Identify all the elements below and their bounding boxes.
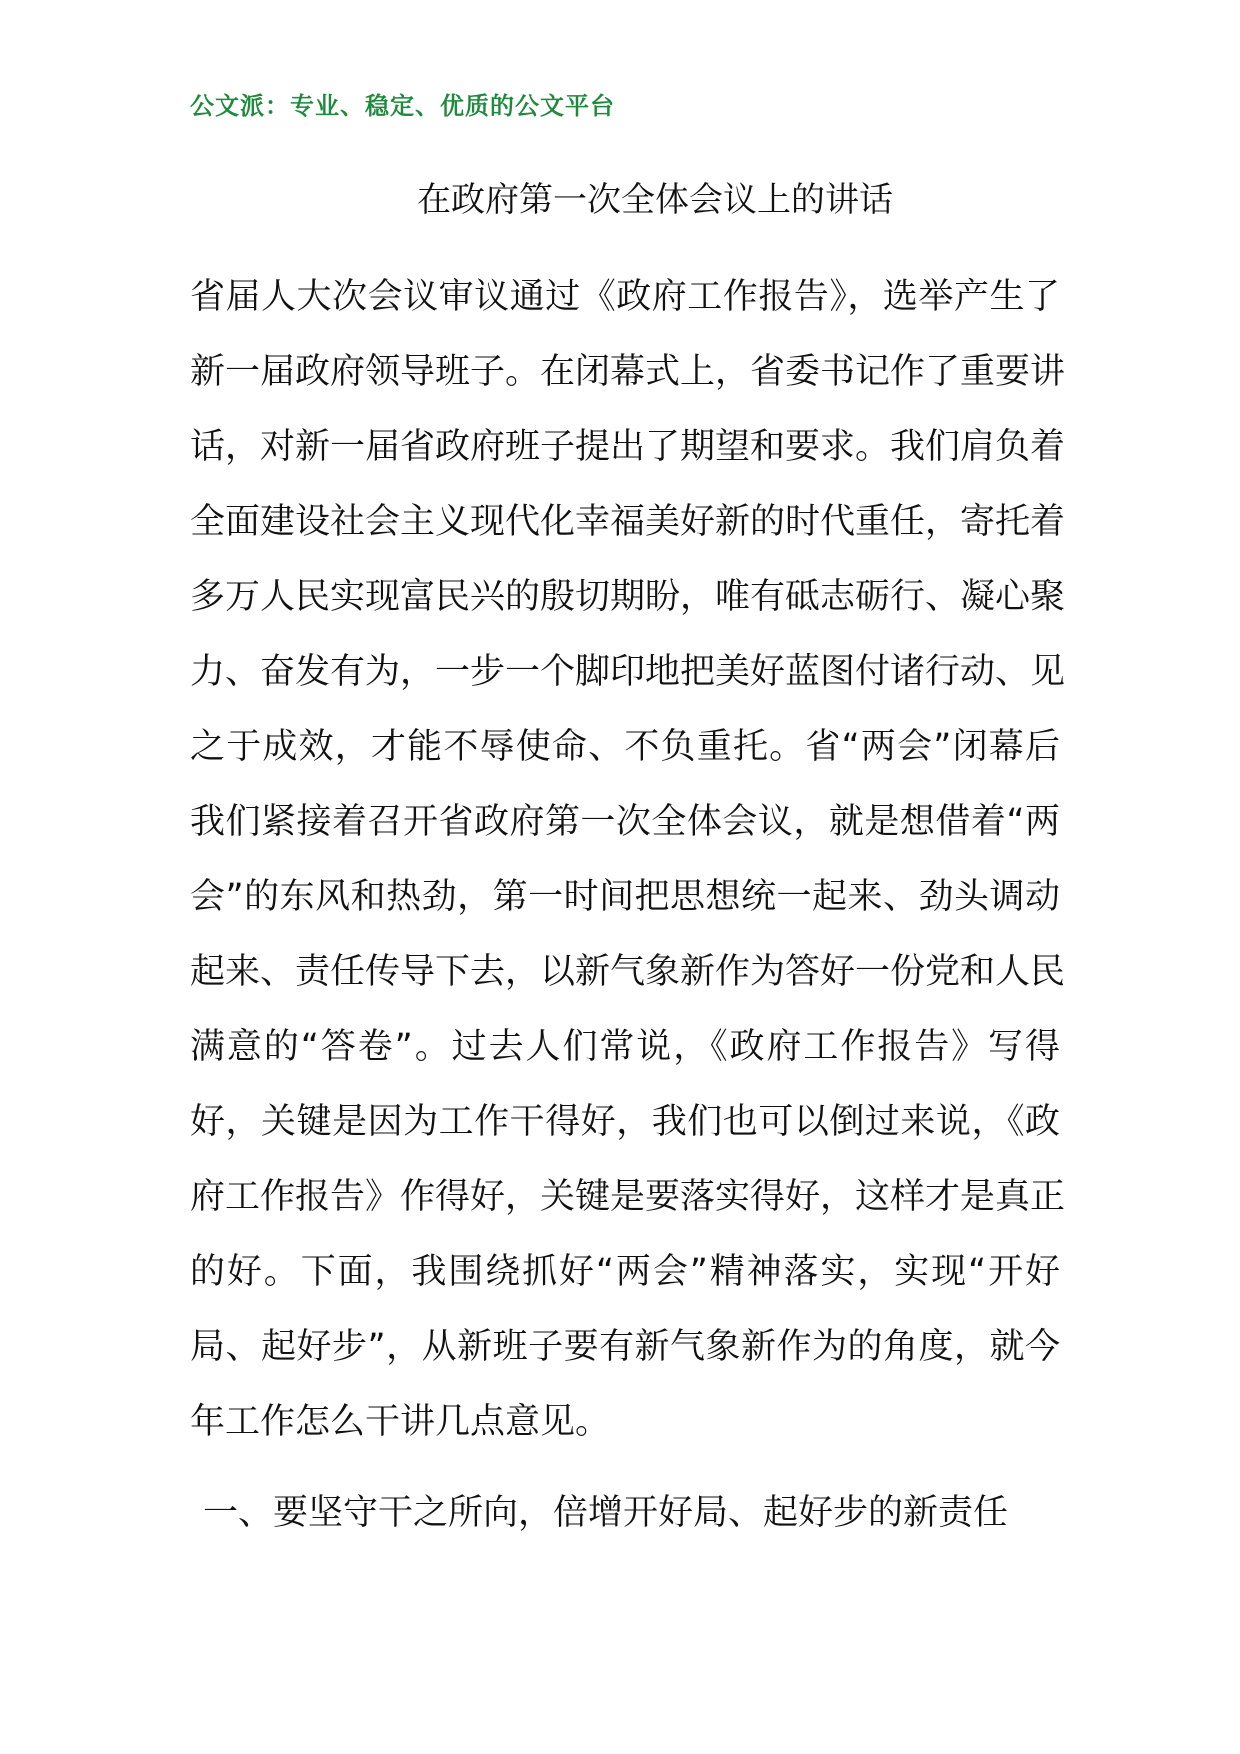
body-line: 新一届政府领导班子。在闭幕式上，省委书记作了重要讲 (190, 352, 1066, 392)
section-heading: 一、要坚守干之所向，倍增开好局、起好步的新责任 (203, 1493, 1009, 1533)
body-line: 的好。下面，我围绕抓好“两会”精神落实，实现“开好 (190, 1252, 1060, 1292)
body-line: 之于成效，才能不辱使命、不负重托。省“两会”闭幕后 (190, 727, 1060, 767)
body-line: 力、奋发有为，一步一个脚印地把美好蓝图付诸行动、见 (190, 652, 1066, 692)
body-line: 话，对新一届省政府班子提出了期望和要求。我们肩负着 (190, 427, 1066, 467)
body-line: 全面建设社会主义现代化幸福美好新的时代重任，寄托着 (190, 502, 1066, 542)
header-brand-text: 公文派：专业、稳定、优质的公文平台 (190, 92, 615, 120)
body-line: 府工作报告》作得好，关键是要落实得好，这样才是真正 (190, 1177, 1066, 1217)
body-line: 满意的“答卷”。过去人们常说，《政府工作报告》写得 (190, 1027, 1060, 1067)
body-line: 我们紧接着召开省政府第一次全体会议，就是想借着“两 (190, 802, 1060, 842)
body-paragraph (190, 260, 1066, 1460)
document-title: 在政府第一次全体会议上的讲话 (417, 180, 893, 220)
body-line: 好，关键是因为工作干得好，我们也可以倒过来说，《政 (190, 1102, 1060, 1142)
body-line: 会”的东风和热劲，第一时间把思想统一起来、劲头调动 (190, 877, 1060, 917)
body-line: 年工作怎么干讲几点意见。 (190, 1402, 611, 1442)
body-line: 省届人大次会议审议通过《政府工作报告》，选举产生了 (190, 277, 1060, 317)
body-line: 起来、责任传导下去，以新气象新作为答好一份党和人民 (190, 952, 1066, 992)
body-line: 多万人民实现富民兴的殷切期盼，唯有砥志砺行、凝心聚 (190, 577, 1066, 617)
body-line: 局、起好步”，从新班子要有新气象新作为的角度，就今 (190, 1327, 1060, 1367)
